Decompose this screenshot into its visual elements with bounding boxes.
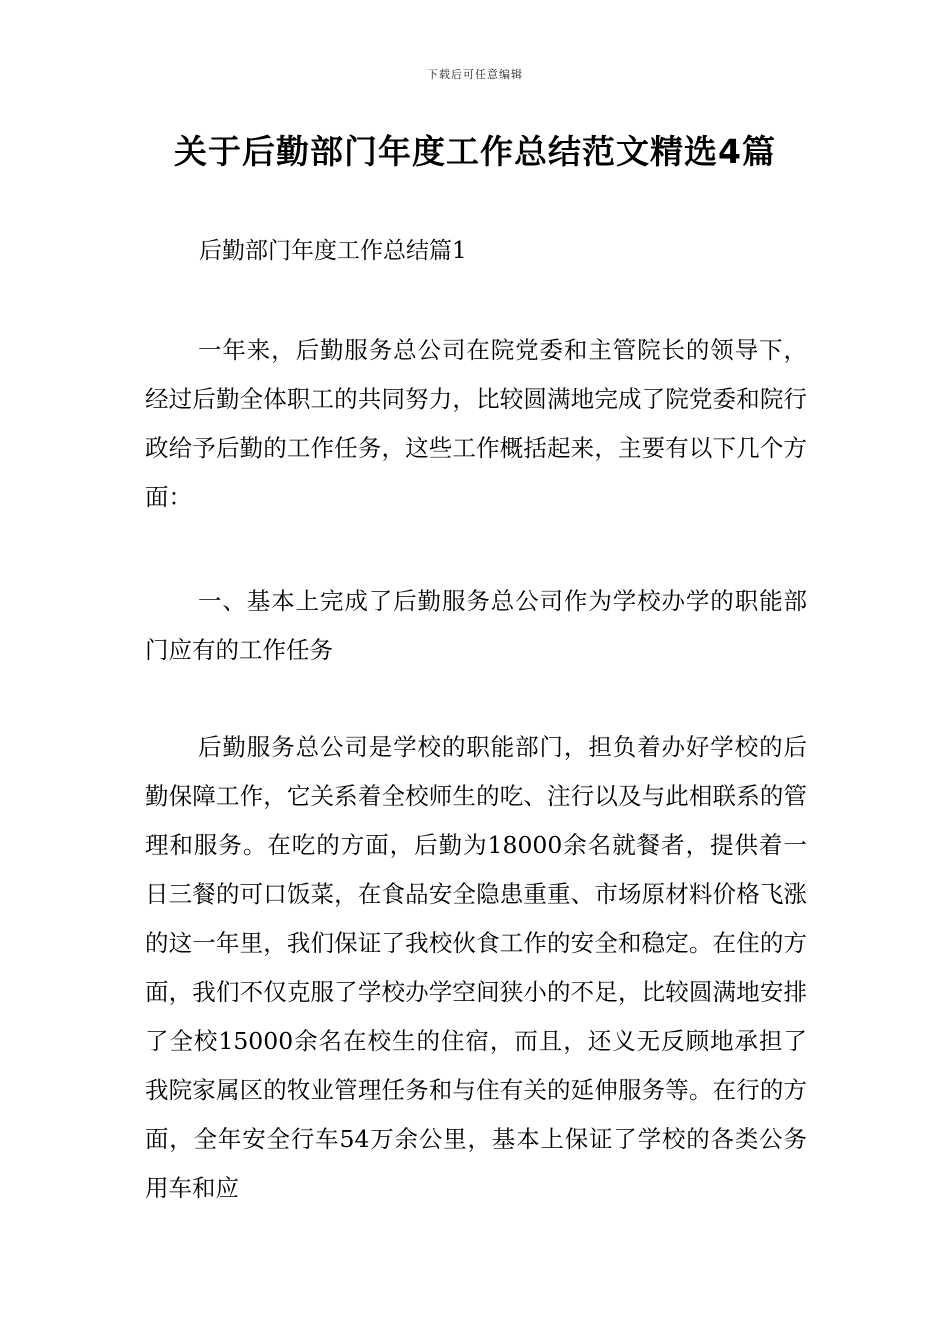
document-title: 关于后勤部门年度工作总结范文精选4篇 <box>174 132 776 171</box>
paragraph-point-one: 一、基本上完成了后勤服务总公司作为学校办学的职能部门应有的工作任务 <box>145 587 807 664</box>
paragraph-body: 后勤服务总公司是学校的职能部门，担负着办好学校的后勤保障工作，它关系着全校师生的吃、注行以及与此相联系的管理和服务。在吃的方面，后勤为18000余名就餐者，提供着一日三餐的可口饭菜，在食品安全隐患重重、市场原材料价格飞涨的这一年里，我们保证了我校伙食工作的安全和稳定。在住的方面，我们不仅克服了学校办学空间狭小的不足，比较圆满地安排了全校15000余名在校生的住宿，而且，还义无反顾地承担了我院家属区的牧业管理任务和与住有关的延伸服务等。在行的方面，全年安全行车54万余公里，基本上保证了学校的各类公务用车和应 <box>145 733 807 1202</box>
section-heading: 后勤部门年度工作总结篇1 <box>199 238 467 264</box>
header-note: 下载后可任意编辑 <box>427 68 523 81</box>
paragraph-intro: 一年来，后勤服务总公司在院党委和主管院长的领导下，经过后勤全体职工的共同努力，比较圆满地完成了院党委和院行政给予后勤的工作任务，这些工作概括起来，主要有以下几个方面： <box>145 336 807 511</box>
